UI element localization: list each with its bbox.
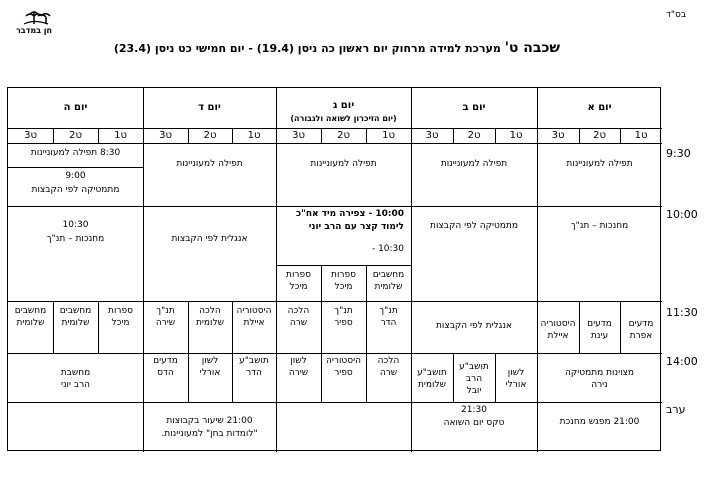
class-header: ט2 — [69, 130, 82, 141]
cell-r2-d3-line2: לימוד קצר עם הרב יוני — [308, 222, 404, 232]
cell-r3-d5-c2: מחשבים שלומית — [59, 306, 92, 328]
cell-r3-d3-c1: תנ"ך הדר — [379, 306, 398, 328]
cell-r4-d4-c2: לשון אורלי — [199, 356, 221, 378]
day-header-3-sub: (יום הזיכרון לשואה ולגבורה) — [290, 114, 397, 123]
time-label-4: 14:00 — [666, 355, 698, 368]
cell-r1-d5-top: 8:30 תפילה למעוניינות — [30, 148, 121, 158]
cell-r3-d4-c3: תנ"ך שירה — [155, 306, 176, 328]
cell-r4-d2-c1: לשון אורלי — [505, 368, 527, 390]
cell-r2-d1: מחנכות – תנ"ך — [570, 221, 629, 231]
cell-r5-d1: 21:00 מפגש מחנכת — [559, 417, 640, 427]
cell-r1-d2: תפילה למעוניינות — [440, 159, 508, 169]
cell-r3-d4-c1: היסטוריה איילת — [236, 306, 272, 328]
title-grade: שכבה ט' — [504, 40, 560, 56]
cell-r4-d3-c3: לשון שירה — [288, 356, 309, 378]
class-header: ט3 — [159, 130, 172, 141]
cell-r2-d3-s1: מחשבים שלומית — [372, 270, 405, 292]
class-header: ט3 — [425, 130, 439, 141]
cell-r1-d4: תפילה למעוניינות — [176, 159, 243, 169]
cell-r2-d4: אנגלית לפי הקבצות — [171, 234, 248, 244]
cell-r2-d3-line1: 10:00 - צפירה מיד אח"כ — [296, 209, 404, 219]
cell-r3-d3-c3: הלכה שרה — [287, 306, 310, 328]
cell-r4-d5: מחשבת הרב יוני — [60, 368, 91, 390]
day-header-1: יום א — [587, 102, 612, 113]
day-header-5: יום ה — [63, 102, 88, 113]
cell-r3-d3-c2: תנ"ך ספיר — [334, 306, 353, 328]
time-label-3: 11:30 — [666, 306, 698, 319]
time-label-1: 9:30 — [666, 147, 691, 160]
cell-r2-d3-s2: ספרות מיכל — [331, 270, 356, 292]
class-header: ט2 — [593, 130, 606, 141]
class-header: ט1 — [247, 130, 261, 141]
cell-r1-d3: תפילה למעוניינות — [310, 159, 377, 169]
class-header: ט3 — [292, 130, 305, 141]
cell-r1-d5-time: 9:00 — [65, 171, 86, 181]
school-logo — [8, 10, 60, 42]
time-label-2: 10:00 — [666, 208, 698, 221]
cell-r4-d3-c2: היסטוריה ספיר — [326, 356, 361, 378]
cell-r5-d2-text: טקס יום השואה — [443, 418, 505, 428]
cell-r4-d3-c1: הלכה שרה — [377, 356, 400, 378]
cell-r2-d5-time: 10:30 — [62, 220, 89, 230]
class-header: ט1 — [509, 130, 523, 141]
class-header: ט2 — [467, 130, 481, 141]
cell-r5-d2-time: 21:30 — [461, 405, 487, 415]
class-header: ט3 — [551, 130, 565, 141]
title-main: מערכת למידה מרחוק יום ראשון כה ניסן (19.4) - יום חמישי כט ניסן (23.4) — [113, 42, 501, 55]
cell-r3-d1-c2: מדעים עינת — [587, 319, 612, 341]
cell-r4-d4-c3: מדעים הדס — [153, 356, 178, 378]
cell-r3-d5-c3: מחשבים שלומית — [14, 306, 47, 328]
time-label-5: ערב — [666, 403, 686, 416]
cell-r1-d1: תפילה למעוניינות — [566, 159, 633, 169]
cell-r2-d2: מתמטיקה לפי הקבצות — [430, 221, 518, 231]
schedule-grid — [7, 87, 661, 451]
cell-r3-d1-c1: מדעים אפרת — [628, 319, 654, 341]
day-header-3: יום ג — [332, 100, 355, 111]
class-header: ט1 — [382, 130, 395, 141]
cell-r4-d4-c1: תושב"ע הדר — [239, 356, 269, 378]
class-header: ט2 — [337, 130, 350, 141]
cell-r4-d2-c2: תושב"ע הרב יובל — [459, 362, 489, 396]
logo-text: חן במדבר — [15, 26, 53, 35]
cell-r4-d2-c3: תושב"ע שלומית — [417, 368, 447, 390]
class-header: ט1 — [634, 130, 648, 141]
class-header: ט1 — [114, 130, 127, 141]
day-header-2: יום ב — [462, 102, 486, 113]
class-header: ט3 — [24, 130, 37, 141]
cell-r3-d2: אנגלית לפי הקבצות — [435, 321, 513, 331]
cell-r3-d5-c1: ספרות מיכל — [108, 306, 133, 328]
page-title — [114, 40, 560, 56]
cell-r4-d1: מצוינות מתמטיקה נירה — [564, 368, 634, 390]
bsd-mark: בס"ד — [666, 10, 687, 20]
cell-r5-d4-line2: "לומדות בחן" למעוניינות. — [161, 429, 258, 439]
cell-r1-d5-text: מתמטיקה לפי הקבצות — [31, 185, 120, 195]
class-header: ט2 — [203, 130, 217, 141]
day-header-4: יום ד — [198, 102, 221, 113]
cell-r3-d1-c3: היסטוריה איילת — [540, 319, 576, 341]
cell-r5-d4-line1: 21:00 שיעור בקבוצות — [166, 416, 253, 426]
cell-r2-d3-s3: ספרות מיכל — [286, 270, 311, 292]
cell-r2-d3-time: 10:30 - — [371, 244, 404, 254]
cell-r2-d5-text: מחנכות – תנ"ך — [46, 234, 105, 244]
cell-r3-d4-c2: הלכה שלומית — [196, 306, 224, 328]
